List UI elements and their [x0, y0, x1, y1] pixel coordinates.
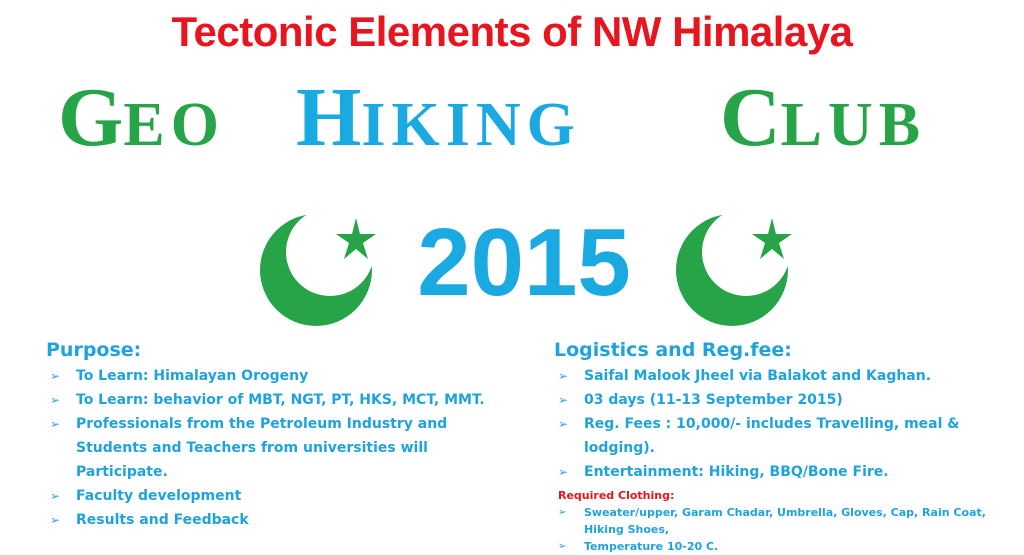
page-title: Tectonic Elements of NW Himalaya [171, 8, 853, 55]
logistics-section [554, 336, 1014, 555]
list-item [554, 504, 1014, 538]
club-hiking-rest: IKING [361, 91, 581, 159]
logistics-heading: Logistics and Reg.fee: [554, 339, 792, 361]
club-club-rest: LUB [780, 91, 927, 159]
arrow-bullet-icon: ➢ [558, 393, 569, 407]
clothing-list [554, 504, 1014, 555]
club-word-geo [58, 71, 225, 165]
list-item-text: Faculty development [76, 488, 242, 504]
list-item-text: Results and Feedback [76, 512, 249, 528]
list-item-text: Sweater/upper, Garam Chadar, Umbrella, Gloves, Cap, Rain Coat, Hiking Shoes, [584, 506, 986, 536]
list-item [554, 460, 1014, 484]
list-item [46, 484, 486, 508]
logistics-list [554, 364, 1014, 484]
list-item [554, 538, 1014, 555]
arrow-bullet-icon: ➢ [558, 507, 567, 518]
list-item [46, 388, 486, 412]
purpose-list [46, 364, 486, 532]
club-name [58, 71, 998, 164]
list-item-text: Entertainment: Hiking, BBQ/Bone Fire. [584, 464, 889, 480]
crescent-star-icon [260, 206, 384, 330]
list-item [46, 508, 486, 532]
purpose-section [46, 336, 486, 532]
arrow-bullet-icon: ➢ [50, 417, 61, 431]
event-year: 2015 [417, 209, 631, 316]
list-item-text: Temperature 10-20 C. [584, 540, 719, 553]
club-geo-initial: G [58, 71, 124, 164]
crescent-star-icon [676, 206, 800, 330]
arrow-bullet-icon: ➢ [558, 465, 569, 479]
arrow-bullet-icon: ➢ [50, 393, 61, 407]
list-item-text: Professionals from the Petroleum Industry and Students and Teachers from universities will Participate. [76, 416, 448, 480]
arrow-bullet-icon: ➢ [50, 513, 61, 527]
list-item-text: Saifal Malook Jheel via Balakot and Kaghan. [584, 368, 932, 384]
arrow-bullet-icon: ➢ [50, 369, 61, 383]
arrow-bullet-icon: ➢ [558, 541, 567, 552]
list-item-text: Reg. Fees : 10,000/- includes Travelling, meal & lodging). [584, 416, 960, 456]
club-word-club [720, 71, 927, 165]
arrow-bullet-icon: ➢ [558, 417, 569, 431]
club-hiking-initial: H [296, 71, 362, 164]
club-club-initial: C [720, 71, 781, 164]
list-item-text: To Learn: behavior of MBT, NGT, PT, HKS, MCT, MMT. [76, 392, 485, 408]
list-item [554, 388, 1014, 412]
club-geo-rest: EO [123, 91, 225, 159]
purpose-heading: Purpose: [46, 339, 142, 361]
list-item [554, 364, 1014, 388]
arrow-bullet-icon: ➢ [50, 489, 61, 503]
list-item-text: 03 days (11-13 September 2015) [584, 392, 843, 408]
list-item [46, 412, 486, 484]
clothing-heading: Required Clothing: [558, 489, 675, 502]
list-item [554, 412, 1014, 460]
club-word-hiking [296, 71, 581, 165]
list-item-text: To Learn: Himalayan Orogeny [76, 368, 309, 384]
arrow-bullet-icon: ➢ [558, 369, 569, 383]
list-item [46, 364, 486, 388]
